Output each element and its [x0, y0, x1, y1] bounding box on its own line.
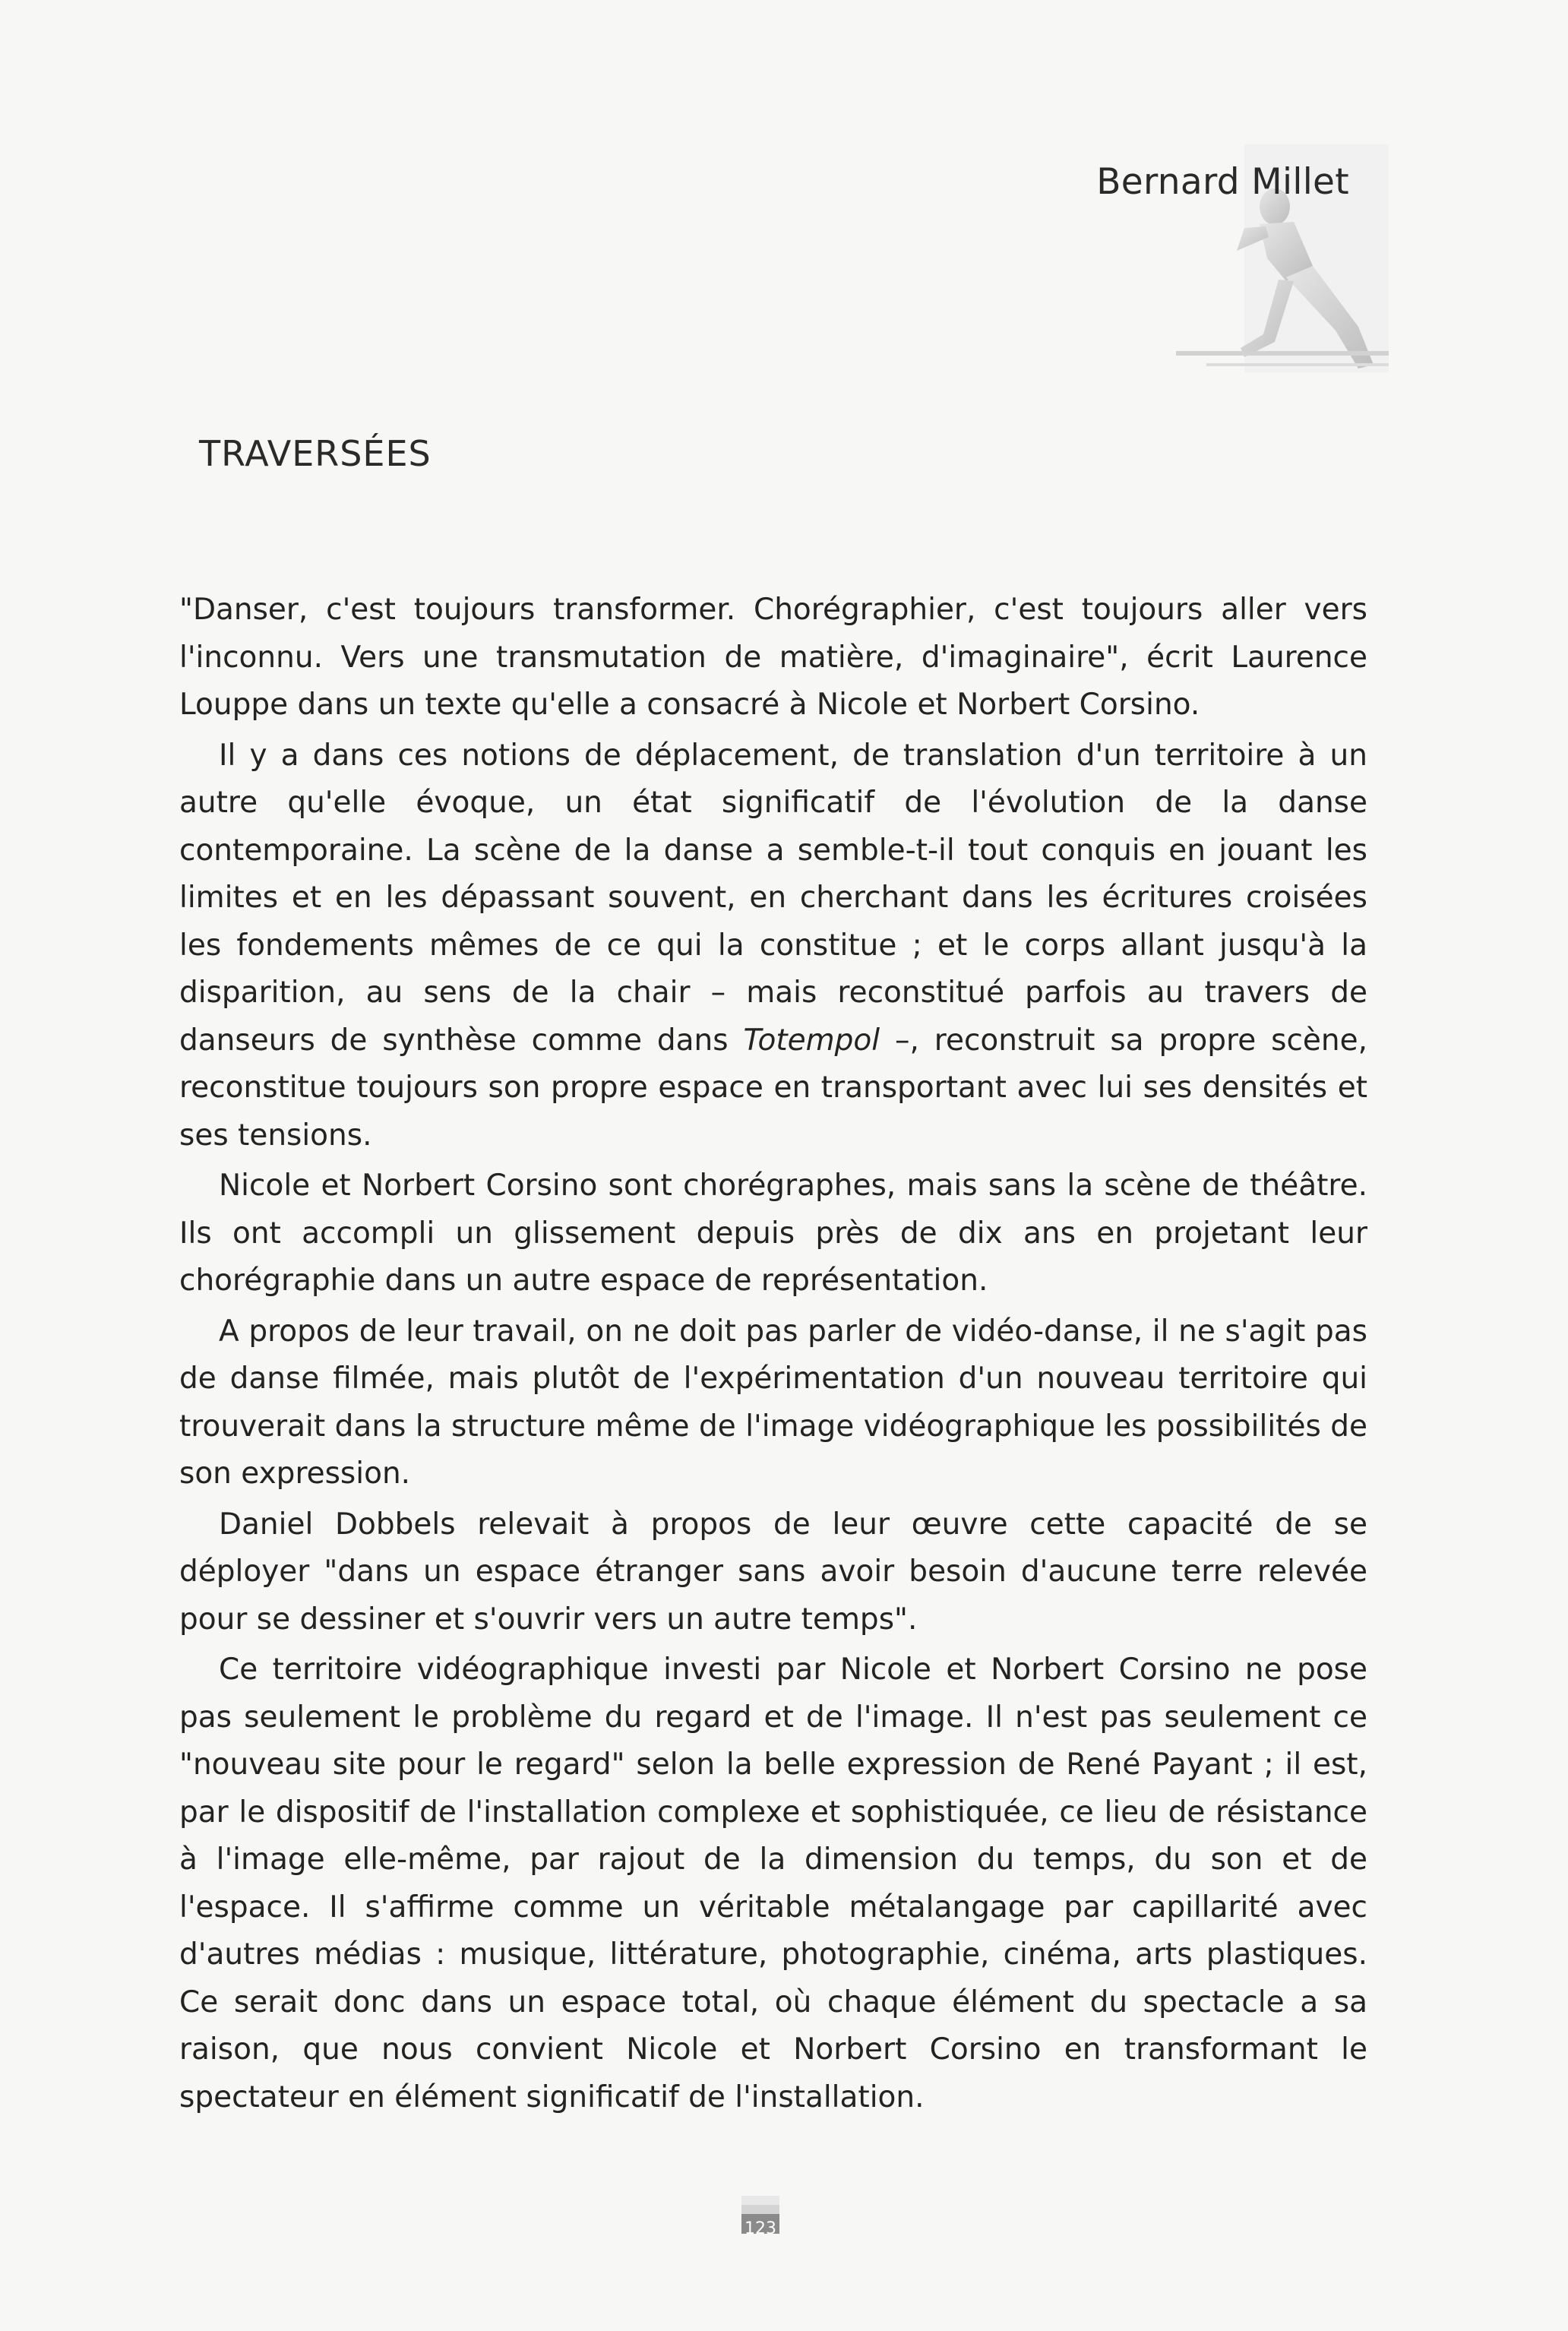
- paragraph-6: Ce territoire vidéographique investi par Nicole et Norbert Corsino ne pose pas seulement le problème du regard et de l'image. Il n'est pas seulement ce "nouveau site pour le regard" selon la belle expression de René Payant ; il est, par le dispositif de l'installation complexe et sophistiquée, ce lieu de résistance à l'image elle-même, par rajout de la dimension du temps, du son et de l'espace. Il s'affirme comme un véritable métalangage par capillarité avec d'autres médias : musique, littérature, photographie, cinéma, arts plastiques. Ce serait donc dans un espace total, où chaque élément du spectacle a sa raison, que nous convient Nicole et Norbert Corsino en transformant le spectateur en élément significatif de l'installation.: [179, 1653, 1367, 2114]
- paragraph-2-text-b: –, reconstruit sa propre scène, reconstitue toujours son propre espace en transportant avec lui ses densités et ses tensions.: [179, 1023, 1367, 1153]
- author-name: Bernard Millet: [1096, 161, 1349, 203]
- article-body: [179, 587, 1367, 2124]
- article-title: TRAVERSÉES: [199, 433, 432, 474]
- page-number: 123: [744, 2219, 776, 2238]
- paragraph-4: A propos de leur travail, on ne doit pas parler de vidéo-danse, il ne s'agit pas de danse filmée, mais plutôt de l'expérimentation d'un nouveau territoire qui trouverait dans la structure même de l'image vidéographique les possibilités de son expression.: [179, 1314, 1367, 1491]
- paragraph-5: Daniel Dobbels relevait à propos de leur œuvre cette capacité de se déployer "dans un espace étranger sans avoir besoin d'aucune terre relevée pour se dessiner et s'ouvrir vers un autre temps".: [179, 1507, 1367, 1637]
- paragraph-2: [179, 732, 1367, 1160]
- paragraph-1: "Danser, c'est toujours transformer. Chorégraphier, c'est toujours aller vers l'inconnu. Vers une transmutation de matière, d'imaginaire", écrit Laurence Louppe dans un texte qu'elle a consacré à Nicole et Norbert Corsino.: [179, 593, 1367, 722]
- work-title-totempol: Totempol: [743, 1023, 880, 1058]
- paragraph-2-text-a: Il y a dans ces notions de déplacement, de translation d'un territoire à un autre qu'elle évoque, un état significatif de l'évolution de la danse contemporaine. La scène de la danse a semble-t-il tout conquis en jouant les limites et en les dépassant souvent, en cherchant dans les écritures croisées les fondements mêmes de ce qui la constitue ; et le corps allant jusqu'à la disparition, au sens de la chair – mais reconstitué parfois au travers de danseurs de synthèse comme dans: [179, 738, 1367, 1058]
- paragraph-3: Nicole et Norbert Corsino sont chorégraphes, mais sans la scène de théâtre. Ils ont accompli un glissement depuis près de dix ans en projetant leur chorégraphie dans un autre espace de représentation.: [179, 1169, 1367, 1298]
